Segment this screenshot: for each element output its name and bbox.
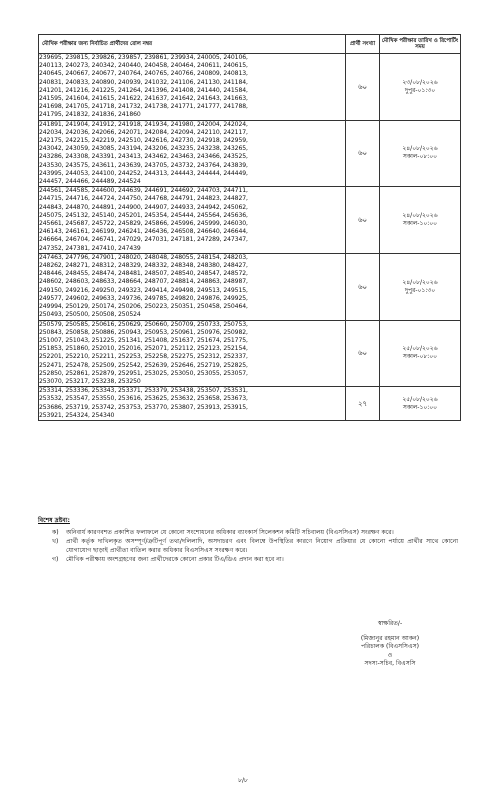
signatory-conjunction: ও: [387, 651, 393, 659]
viva-date: ২৪/০৮/২০২৬: [402, 145, 438, 153]
reporting-time: সকাল-০৮:০০: [402, 353, 438, 361]
table-row: [39, 387, 461, 421]
note-item: [52, 537, 458, 555]
candidate-count-cell: ৬০: [346, 54, 380, 121]
note-item: [52, 528, 458, 537]
reporting-time: দুপুর-০১:৩০: [404, 86, 436, 94]
page-number: ৮/৮: [238, 777, 248, 784]
schedule-cell: [380, 187, 461, 254]
notes-title: বিশেষ দ্রষ্টব্য:: [38, 517, 70, 524]
roll-numbers-cell: 244561, 244585, 244600, 244639, 244691, 244692, 244703, 244711, 244715, 244716, 244724, 244750, 244768, 244791, 244823, 244827, 244843, 244870, 244891, 244900, 244907, 244933, 244942, 245062, 245075, 245132, 245140, 245201, 245354, 245444, 245564, 245636, 245661, 245687, 245722, 245829, 245866, 245996, 245999, 246030, 246143, 246161, 246199, 246241, 246436, 246508, 246640, 246644, 246664, 246704, 246741, 247029, 247031, 247181, 247289, 247347, 247352, 247381, 247410, 247439: [39, 187, 346, 254]
note-marker: ক): [52, 529, 59, 536]
reporting-time: সকাল-১০:০০: [402, 220, 438, 228]
roll-numbers-cell: 239695, 239815, 239826, 239857, 239861, 239934, 240005, 240106, 240113, 240273, 240342, 240440, 240458, 240464, 240611, 240615, 240645, 240667, 240677, 240764, 240765, 240766, 240809, 240813, 240831, 240833, 240890, 240939, 241032, 241106, 241130, 241184, 241201, 241216, 241225, 241264, 241396, 241408, 241440, 241584, 241595, 241604, 241615, 241622, 241637, 241642, 241643, 241663, 241698, 241705, 241718, 241732, 241738, 241771, 241777, 241788, 241795, 241832, 241836, 241860: [39, 54, 346, 121]
signatory-title-1: পরিচালক (বিএসসিএস): [360, 643, 419, 650]
roll-numbers-cell: 247463, 247796, 247901, 248020, 248048, 248055, 248154, 248203, 248262, 248271, 248312, 248329, 248332, 248348, 248380, 248427, 248446, 248455, 248474, 248481, 248507, 248540, 248547, 248572, 248602, 248603, 248633, 248664, 248707, 248814, 248863, 248987, 249150, 249216, 249250, 249323, 249414, 249498, 249513, 249515, 249577, 249602, 249633, 249736, 249785, 249820, 249876, 249925, 249994, 250129, 250174, 250206, 250223, 250351, 250458, 250464, 250493, 250500, 250508, 250524: [39, 253, 346, 320]
schedule-cell: [380, 54, 461, 121]
viva-date: ২৪/০৮/২০২৬: [402, 212, 438, 220]
roll-numbers-cell: 253314, 253336, 253343, 253371, 253379, 253438, 253507, 253531, 253532, 253547, 253550, 253616, 253625, 253632, 253658, 253673, 253686, 253719, 253742, 253753, 253770, 253807, 253913, 253915, 253921, 254324, 254340: [39, 387, 346, 421]
signature-block: [330, 620, 450, 669]
table-row: [39, 320, 461, 387]
candidate-count-cell: ৬০: [346, 120, 380, 187]
note-text: মৌখিক পরীক্ষায় অংশগ্রহণের জন্য প্রার্থীদেরকে কোনো প্রকার টিএ/ডিএ প্রদান করা হবে না।: [66, 556, 284, 563]
header-candidate-count: প্রার্থী সংখ্যা: [346, 35, 380, 54]
note-marker: গ): [52, 556, 59, 563]
roll-numbers-cell: 250579, 250585, 250616, 250629, 250660, 250709, 250733, 250753, 250843, 250858, 250886, 250943, 250953, 250961, 250976, 250982, 251007, 251043, 251225, 251341, 251408, 251637, 251674, 251775, 251853, 251860, 252010, 252016, 252071, 252112, 252123, 252154, 252201, 252210, 252211, 252253, 252258, 252275, 252312, 252337, 252471, 252478, 252509, 252542, 252639, 252646, 252719, 252825, 252850, 252861, 252879, 252951, 253025, 253050, 253055, 253057, 253070, 253217, 253238, 253250: [39, 320, 346, 387]
header-roll-numbers: মৌখিক পরীক্ষার জন্য নির্বাচিত প্রার্থীদের রোল নম্বর: [39, 35, 346, 54]
note-text: অনিবার্য কারণবশত প্রকাশিত ফলাফলে যে কোনো সংশোধনের অধিকার ব্যাংকার্স সিলেকশন কমিটি সচিবালয় (বিএসসিএস) সংরক্ষণ করে।: [66, 529, 394, 536]
note-text: প্রার্থী কর্তৃক দাখিলকৃত অসম্পূর্ণ/ত্রুটিপূর্ণ তথ্য/দলিলাদি, অসদাচরণ এবং বিলম্বে উপস্থিতির কারণে নিয়োগ প্রক্রিয়ার যে কোনো পর্যায়ে প্রার্থীর সাথে কোনো যোগাযোগ ছাড়াই প্রার্থীতা বাতিল করার অধিকার বিএসসিএস সংরক্ষণ করে।: [66, 538, 458, 554]
candidate-count-cell: ৬০: [346, 253, 380, 320]
table-row: [39, 187, 461, 254]
table-row: [39, 253, 461, 320]
candidate-count-cell: ৬০: [346, 187, 380, 254]
table-row: [39, 54, 461, 121]
table-header-row: [39, 35, 461, 54]
signed-label: স্বাক্ষরিত/-: [377, 620, 403, 627]
viva-schedule-table: [38, 34, 461, 421]
schedule-cell: [380, 387, 461, 421]
viva-date: ২৪/০৮/২০২৬: [402, 278, 438, 286]
reporting-time: দুপুর-০১:৩০: [404, 286, 436, 294]
signatory-title-2: সদস্য-সচিব, বিএসসি: [364, 660, 416, 667]
viva-date: ২৫/০৮/২০২৬: [402, 345, 438, 353]
special-notes: [38, 516, 458, 564]
viva-date: ২৩/০৮/২০২৬: [402, 78, 438, 86]
signatory-name: (মিজানুর রহমান আকন): [360, 634, 420, 642]
viva-date: ২৫/০৮/২০২৬: [402, 395, 438, 403]
reporting-time: সকাল-১০:০০: [402, 403, 438, 411]
schedule-cell: [380, 253, 461, 320]
roll-numbers-cell: 241891, 241904, 241912, 241918, 241934, 241980, 242004, 242024, 242034, 242036, 242066, 242071, 242084, 242094, 242110, 242117, 242175, 242215, 242219, 242510, 242616, 242730, 242918, 242959, 243042, 243059, 243085, 243194, 243206, 243235, 243238, 243265, 243286, 243308, 243391, 243413, 243462, 243463, 243466, 243525, 243530, 243575, 243611, 243639, 243705, 243732, 243764, 243839, 243995, 244053, 244100, 244252, 244313, 244443, 244444, 244449, 244457, 244466, 244489, 244524: [39, 120, 346, 187]
reporting-time: সকাল-০৮:০০: [402, 153, 438, 161]
schedule-cell: [380, 120, 461, 187]
header-viva-schedule: মৌখিক পরীক্ষার তারিখ ও রিপোর্টিং সময়: [380, 35, 461, 54]
note-item: [52, 555, 458, 564]
note-marker: খ): [52, 538, 59, 545]
candidate-count-cell: ৬০: [346, 320, 380, 387]
candidate-count-cell: ২৭: [346, 387, 380, 421]
schedule-cell: [380, 320, 461, 387]
table-row: [39, 120, 461, 187]
